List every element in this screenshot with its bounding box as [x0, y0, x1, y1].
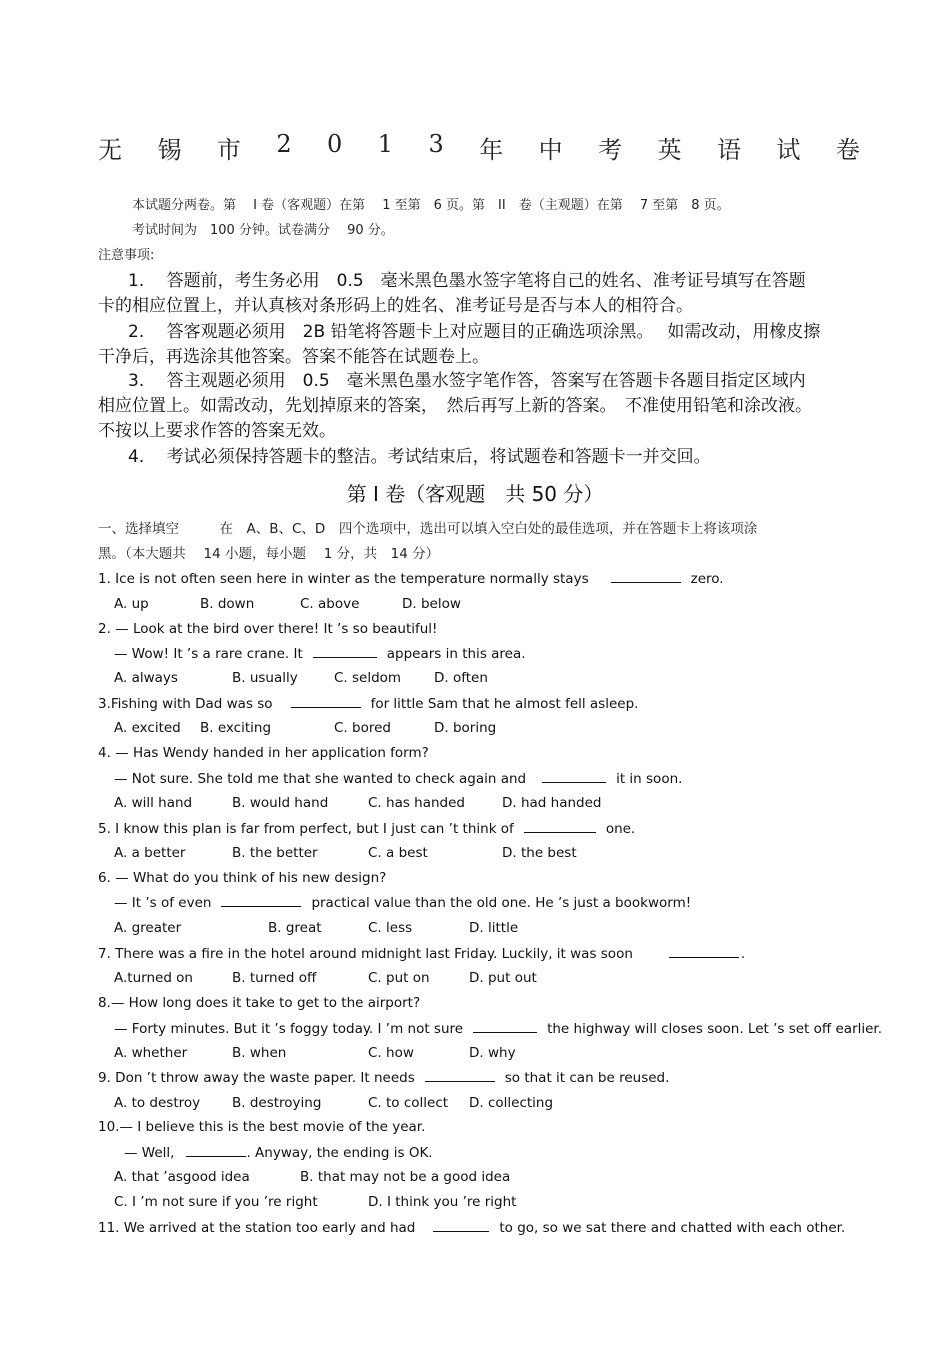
question-2: 2. — Look at the bird over there! It ’s so beautiful! [98, 621, 438, 637]
title-char: 锡 [157, 136, 182, 164]
option-c: C. how [368, 1045, 414, 1061]
question-text: 3.Fishing with Dad was so [98, 696, 273, 712]
option-c: C. has handed [368, 795, 465, 811]
question-text: . [740, 946, 746, 962]
question-text: 11. We arrived at the station too early and had [98, 1220, 416, 1236]
option-b: B. turned off [232, 970, 317, 986]
notice-line: 1. 答题前，考生务必用 0.5 毫米黑色墨水签字笔将自己的姓名、准考证号填写在答题 [128, 271, 806, 291]
answer-blank [425, 1069, 495, 1082]
answer-blank [221, 894, 301, 907]
option-b: B. usually [232, 670, 298, 686]
answer-blank [669, 945, 739, 958]
option-c: C. above [300, 596, 360, 612]
question-text: practical value than the old one. He ’s just a bookworm! [311, 895, 692, 911]
option-c: C. seldom [334, 670, 402, 686]
section-head-line-2: 黑。（本大题共 14 小题，每小题 1 分，共 14 分） [98, 546, 440, 562]
question-4: 4. — Has Wendy handed in her application form? [98, 745, 429, 761]
question-9 [98, 1069, 669, 1086]
question-text: one. [605, 821, 636, 837]
title-char: 中 [538, 136, 563, 164]
question-text: — Not sure. She told me that she wanted to check again and [114, 771, 527, 787]
question-3 [98, 695, 638, 712]
option-a: A. always [114, 670, 178, 686]
option-c: C. to collect [368, 1095, 449, 1111]
intro-line-2: 考试时间为 100 分钟。试卷满分 90 分。 [132, 223, 394, 238]
option-b: B. when [232, 1045, 287, 1061]
option-c: C. less [368, 920, 413, 936]
option-b: B. exciting [200, 720, 272, 736]
answer-blank [524, 820, 596, 833]
option-d: D. put out [469, 970, 537, 986]
option-d: D. collecting [469, 1095, 554, 1111]
answer-blank [291, 695, 361, 708]
option-a: A. up [114, 596, 149, 612]
option-b: B. down [200, 596, 255, 612]
option-a: A. whether [114, 1045, 188, 1061]
notice-line: 不按以上要求作答的答案无效。 [98, 421, 336, 441]
question-text: — Forty minutes. But it ’s foggy today. I ’m not sure [114, 1021, 464, 1037]
title-char: 0 [327, 130, 343, 158]
option-c: C. a best [368, 845, 428, 861]
option-a: A. greater [114, 920, 182, 936]
question-5 [98, 820, 635, 837]
answer-blank [433, 1219, 489, 1232]
notice-line: 2. 答客观题必须用 2B 铅笔将答题卡上对应题目的正确选项涂黑。 如需改动，用橡皮擦 [128, 322, 821, 342]
question-text: it in soon. [616, 771, 683, 787]
answer-blank [611, 570, 681, 583]
question-8-reply [114, 1020, 882, 1037]
title-char: 年 [479, 136, 504, 164]
title-char: 英 [657, 136, 682, 164]
question-text: so that it can be reused. [504, 1070, 670, 1086]
option-d: D. why [469, 1045, 516, 1061]
title-char: 市 [216, 136, 241, 164]
notice-line: 4. 考试必须保持答题卡的整洁。考试结束后，将试题卷和答题卡一并交回。 [128, 447, 711, 467]
option-c: C. put on [368, 970, 430, 986]
title-char: 语 [716, 136, 741, 164]
option-a: A. excited [114, 720, 181, 736]
title-char: 2 [276, 130, 292, 158]
option-b: B. would hand [232, 795, 329, 811]
option-d: D. the best [502, 845, 577, 861]
answer-blank [473, 1020, 537, 1033]
option-d: D. often [434, 670, 488, 686]
title-char: 卷 [835, 136, 860, 164]
answer-blank [542, 770, 606, 783]
question-text: for little Sam that he almost fell asleep. [370, 696, 639, 712]
question-text: appears in this area. [386, 646, 526, 662]
question-11 [98, 1219, 845, 1236]
option-d: D. below [402, 596, 461, 612]
question-text: — It ’s of even [114, 895, 212, 911]
option-b: B. destroying [232, 1095, 322, 1111]
option-b: B. the better [232, 845, 318, 861]
question-text: 5. I know this plan is far from perfect, but I just can ’t think of [98, 821, 514, 837]
notice-label: 注意事项: [98, 248, 155, 263]
question-text: — Wow! It ’s a rare crane. It [114, 646, 303, 662]
option-d: D. I think you ’re right [368, 1194, 517, 1210]
option-a: A. that ’asgood idea [114, 1169, 250, 1185]
exam-title [98, 130, 860, 165]
title-char: 试 [776, 136, 801, 164]
question-text: to go, so we sat there and chatted with each other. [499, 1220, 846, 1236]
intro-line-1: 本试题分两卷。第 I 卷（客观题）在第 1 至第 6 页。第 II 卷（主观题）在第 7 至第 8 页。 [132, 198, 730, 213]
notice-line: 卡的相应位置上，并认真核对条形码上的姓名、准考证号是否与本人的相符合。 [98, 296, 693, 316]
question-text: 1. Ice is not often seen here in winter as the temperature normally stays [98, 571, 589, 587]
question-1 [98, 570, 724, 587]
question-text: 7. There was a fire in the hotel around midnight last Friday. Luckily, it was soon [98, 946, 633, 962]
question-text: zero. [690, 571, 724, 587]
option-a: A. will hand [114, 795, 193, 811]
option-a: A. to destroy [114, 1095, 201, 1111]
question-text: . Anyway, the ending is OK. [246, 1145, 433, 1161]
part-title: 第 I 卷（客观题 共 50 分） [346, 482, 604, 506]
option-d: D. had handed [502, 795, 602, 811]
option-d: D. boring [434, 720, 497, 736]
option-a: A.turned on [114, 970, 193, 986]
answer-blank [313, 645, 377, 658]
title-char: 1 [377, 130, 394, 158]
notice-line: 相应位置上。如需改动，先划掉原来的答案， 然后再写上新的答案。 不准使用铅笔和涂改液。 [98, 396, 812, 416]
question-10: 10.— I believe this is the best movie of the year. [98, 1119, 426, 1135]
option-c: C. I ’m not sure if you ’re right [114, 1194, 318, 1210]
option-c: C. bored [334, 720, 391, 736]
question-8: 8.— How long does it take to get to the airport? [98, 995, 421, 1011]
title-char: 考 [598, 136, 623, 164]
question-6-reply [114, 894, 691, 911]
section-head-line-1: 一、选择填空 在 A、B、C、D 四个选项中，选出可以填入空白处的最佳选项，并在答题卡上将该项涂 [98, 521, 758, 537]
title-char: 3 [428, 130, 444, 158]
option-d: D. little [469, 920, 519, 936]
question-text: the highway will closes soon. Let ’s set off earlier. [547, 1021, 883, 1037]
option-b: B. that may not be a good idea [300, 1169, 511, 1185]
title-char: 无 [98, 136, 122, 164]
question-10-reply [124, 1144, 433, 1161]
notice-line: 3. 答主观题必须用 0.5 毫米黑色墨水签字笔作答，答案写在答题卡各题目指定区域内 [128, 371, 806, 391]
question-7 [98, 945, 745, 962]
question-2-reply [114, 645, 526, 662]
question-text: 9. Don ’t throw away the waste paper. It needs [98, 1070, 415, 1086]
option-a: A. a better [114, 845, 186, 861]
notice-line: 干净后，再选涂其他答案。答案不能答在试题卷上。 [98, 347, 489, 367]
question-6: 6. — What do you think of his new design? [98, 870, 387, 886]
answer-blank [186, 1144, 246, 1157]
option-b: B. great [268, 920, 322, 936]
question-4-reply [114, 770, 682, 787]
question-text: — Well, [124, 1145, 175, 1161]
